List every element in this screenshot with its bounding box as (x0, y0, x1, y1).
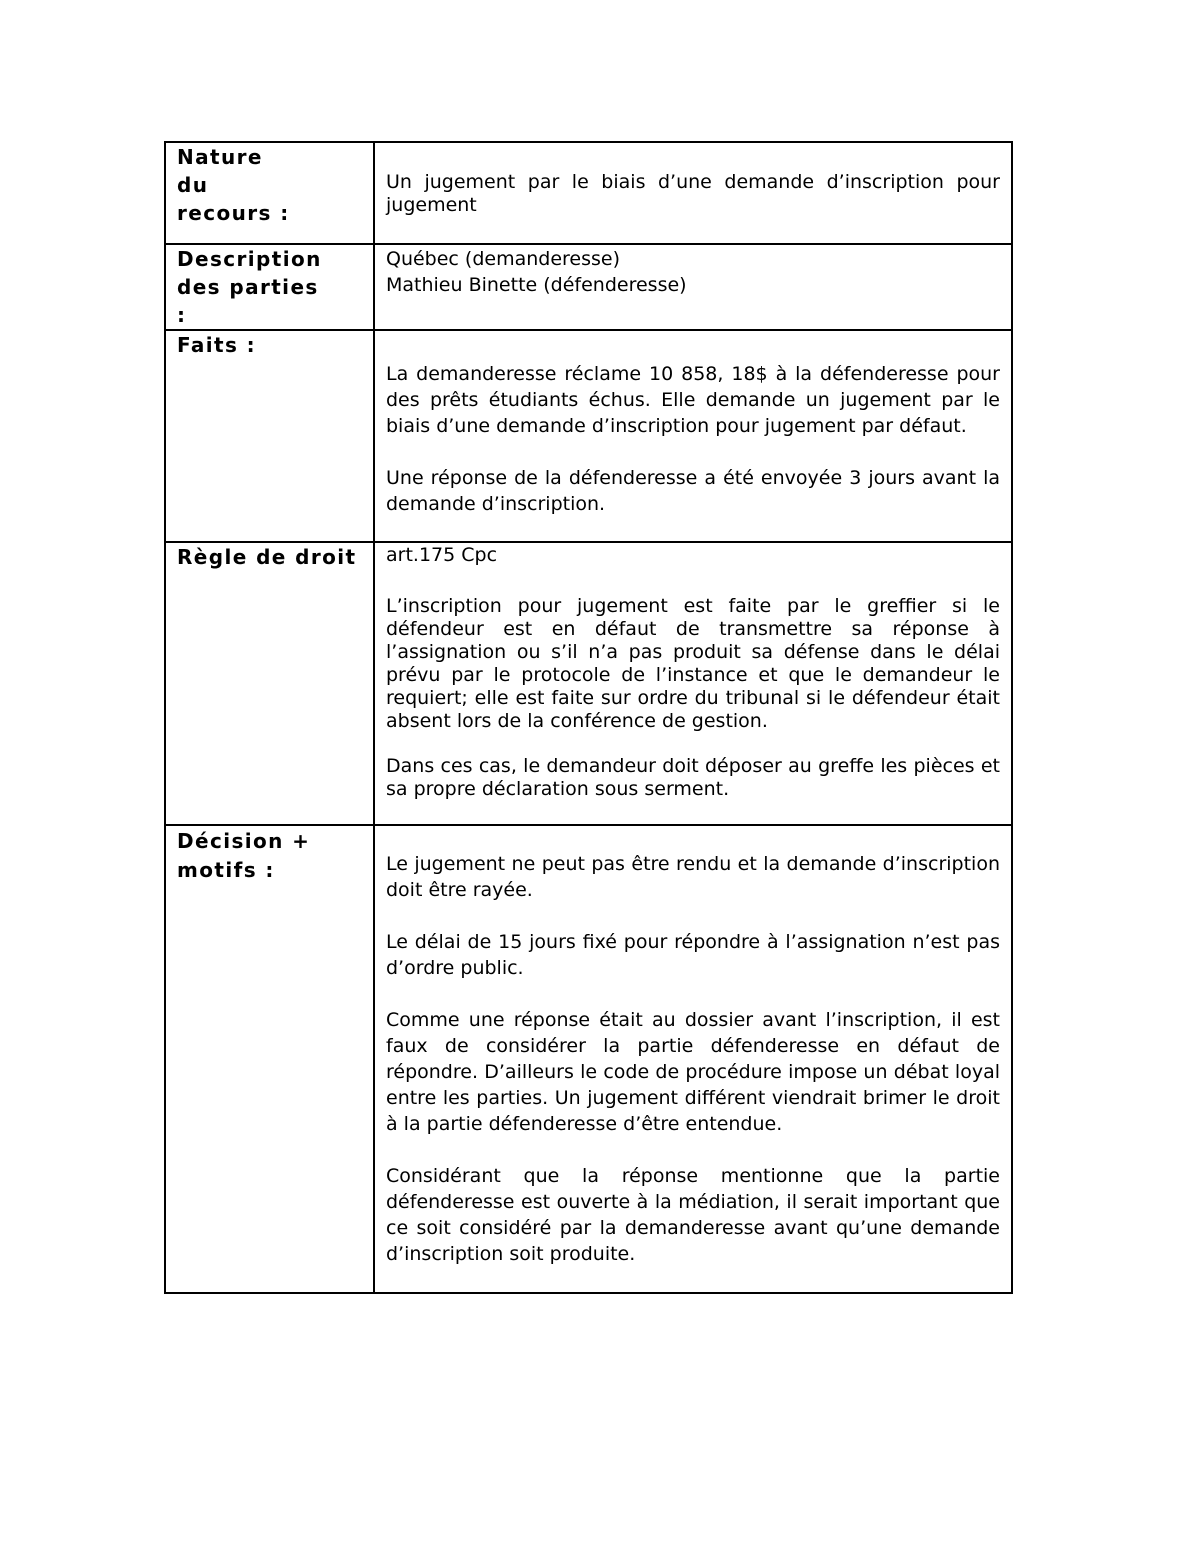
decision-paragraph-1: Le jugement ne peut pas être rendu et la demande d’inscription doit être rayée. (386, 853, 1000, 901)
content-cell-decision (374, 825, 1012, 1293)
row-label-nature: Nature du recours : (177, 145, 290, 225)
decision-paragraph-4: Considérant que la réponse mentionne que la partie défenderesse est ouverte à la médiation, il serait important que ce soit considéré par la demanderesse avant qu’une demande d’inscription soit produite. (386, 1165, 1000, 1265)
regle-paragraph-1: L’inscription pour jugement est faite par le greffier si le défendeur est en défaut de transmettre sa réponse à l’assignation ou s’il n’a pas produit sa défense dans le délai prévu par le protocole de l’instance et que le demandeur le requiert; elle est faite sur ordre du tribunal si le défendeur était absent lors de la conférence de gestion. (386, 595, 1000, 732)
decision-paragraph-3: Comme une réponse était au dossier avant l’inscription, il est faux de considérer la partie défenderesse en défaut de répondre. D’ailleurs le code de procédure impose un débat loyal entre les parties. Un jugement différent viendrait brimer le droit à la partie défenderesse d’être entendue. (386, 1009, 1000, 1135)
case-summary-table (164, 141, 1013, 1294)
row-label-decision: Décision + motifs : (177, 829, 311, 882)
row-label-faits: Faits : (177, 333, 257, 357)
label-cell-nature (165, 142, 374, 244)
regle-paragraph-2: Dans ces cas, le demandeur doit déposer au greffe les pièces et sa propre déclaration sous serment. (386, 755, 1000, 800)
content-cell-regle (374, 542, 1012, 825)
content-cell-nature (374, 142, 1012, 244)
decision-paragraph-2: Le délai de 15 jours fixé pour répondre à l’assignation n’est pas d’ordre public. (386, 931, 1000, 979)
table-row-faits (165, 330, 1012, 542)
faits-paragraph-2: Une réponse de la défenderesse a été envoyée 3 jours avant la demande d’inscription. (386, 467, 1000, 515)
label-cell-decision (165, 825, 374, 1293)
row-label-description: Description des parties : (177, 247, 322, 327)
label-cell-regle (165, 542, 374, 825)
table-row-regle (165, 542, 1012, 825)
article-reference: art.175 Cpc (386, 544, 498, 566)
table-row-decision (165, 825, 1012, 1293)
row-label-regle: Règle de droit (177, 545, 357, 569)
label-cell-faits (165, 330, 374, 542)
party-defendant: Mathieu Binette (défenderesse) (386, 274, 687, 296)
content-cell-faits (374, 330, 1012, 542)
faits-paragraph-1: La demanderesse réclame 10 858, 18$ à la défenderesse pour des prêts étudiants échus. Elle demande un jugement par le biais d’une demande d’inscription pour jugement par défaut. (386, 363, 1000, 437)
label-cell-description (165, 244, 374, 330)
content-cell-description (374, 244, 1012, 330)
party-plaintiff: Québec (demanderesse) (386, 248, 621, 270)
table-row-description (165, 244, 1012, 330)
nature-text: Un jugement par le biais d’une demande d’inscription pour jugement (386, 171, 1000, 216)
table-row-nature (165, 142, 1012, 244)
